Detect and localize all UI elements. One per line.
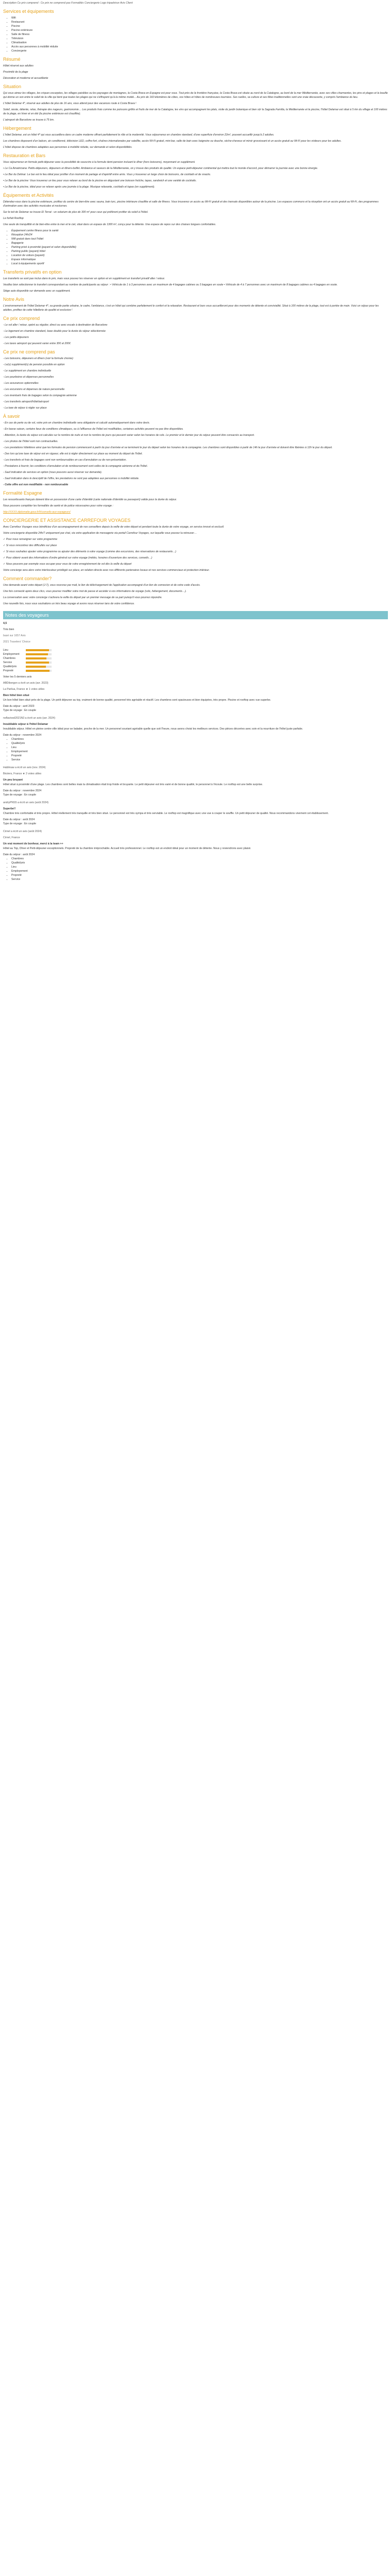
review-place: Cirnel, France <box>3 836 20 839</box>
commande-text: La conversation avec votre concierge s'activera la veille du départ par un premier message de sa part puisqu'il vous pourrez répondre. <box>3 596 162 599</box>
reviews-votes[interactable]: Voter les 5 derniers avis <box>3 675 32 679</box>
conciergerie-text: ✓ Nous pouvons par exemple vous occuper pour vous de votre enregistrement de vol dès la veille du départ <box>3 563 132 566</box>
review-type: Type de voyage : En couple <box>3 793 37 796</box>
review-text: Chambre très confortable et très propre. Hôtel réellement très tranquille et très bien situé. Le personnel est très sympa et très serviable. Le rooftop est magnifique avec une vue à couper le souffle. Un petit déjeuner de qualité. Nous recommandons vivement cet établissement. <box>3 812 329 815</box>
rating-label: Chambres <box>3 657 15 660</box>
review-title: Un vrai moment de bonheur, merci à la team ++ <box>3 842 63 845</box>
service-item: • Conciergerie <box>11 49 388 53</box>
review-criterion: • Lieu <box>11 865 388 869</box>
review-text: Hôtel situé à proximité d'une plage. Les chambres sont belles mais la climatisation était trop froide et bruyante. Le petit déjeuner est très varié et de bonne qualité, le personnel à l'écoute. Le rooftop est une belle surprise. <box>3 783 263 786</box>
equipement-item: • Bagagerie <box>11 241 388 245</box>
conciergerie-text: Votre concierge sera alors votre interlocuteur privilégié sur place, en relation directe avec nos différents partenaires locaux et nos services commerciaux et protection intérieur. <box>3 569 210 572</box>
transferts-title: Transferts privatifs en option <box>3 269 62 275</box>
savoir-text: - Prestations à fournir; les conditions d'annulation et de remboursement sont celles de la compagnie aérienne et de l'hôtel. <box>3 465 148 468</box>
review-place: La Parilua, France ★ 1 votes utiles <box>3 688 45 691</box>
rating-bar-fill <box>26 666 46 668</box>
review-date: Date du séjour : août 2024 <box>3 818 35 821</box>
review-title: Inoubliable séjour à l'hôtel Delamar <box>3 723 48 726</box>
conciergerie-text: Votre conciergerie disponible 24h/7 uniquement par chat, via votre application de messagerie via portail Carrefour Voyages, sur laquelle vous pouvez la retrouver… <box>3 532 197 535</box>
restauration-text: • Le Ca Amatriciana: Petits-déjeuners, déjeuners et dîners-buffet. Ambiance et saveurs de la Méditerranée, on y trouve des produits de qualité. Un espace petit-déjeuner continental qui mettra tout le monde d'accord, pour démarrer la journée avec une bonne énergie. <box>3 167 318 170</box>
rating-label: Propreté <box>3 669 13 672</box>
hebergement-title: Hébergement <box>3 126 31 131</box>
services-list <box>3 16 388 53</box>
savoir-title: À savoir <box>3 414 20 419</box>
rating-bar <box>26 670 52 672</box>
prix-non-line: - Les assurances optionnelles <box>3 382 39 385</box>
resume-line: Proximité de la plage <box>3 71 28 74</box>
prix-non-title: Ce prix ne comprend pas <box>3 349 55 354</box>
situation-text: Soleil, sieste, détente, relax, thérapie des nageurs, gastronomie… Les produits frais comme les poissons grillés et fruits de mer de la Catalogne, les vins qui accompagnent les plats, visite du jardin botanique et bien sûr la Sagrada Família, la Méditerranée et la piscine, l'hôtel Delamar est situé à 5 km du village et 100 mètres de la plage, en hiver et en été (la piscine extérieure est chauffée). <box>3 108 387 115</box>
conciergerie-title: CONCIERGERIE ET ASSISTANCE CARREFOUR VOYAGES <box>3 518 131 523</box>
tripadvisor-badge: 2021 Travelers' Choice <box>3 640 30 643</box>
equipement-item: • Wifi gratuit dans tout l'hôtel <box>11 237 388 241</box>
review-criterion: • Service <box>11 877 388 882</box>
review-criterion: • Propreté <box>11 873 388 877</box>
savoir-text: - Les photos de l'hôtel sont non contractuelles. <box>3 440 58 443</box>
review-list <box>3 681 388 882</box>
service-item: • Restaurant <box>11 20 388 24</box>
equipement-item: • Réception 24h/24 <box>11 233 388 237</box>
rating-bar <box>26 649 52 651</box>
equipement-item: • Location de voiture (payant) <box>11 253 388 258</box>
reviews-breakdown <box>3 648 388 673</box>
review-author: Cirnel a écrit un avis (août 2024) <box>3 830 42 833</box>
restauration-text: Vous séjournerez en formule petit-déjeuner avec la possibilité de souscrire à la formule demi-pension incluant le dîner (hors boissons), moyennant un supplément. <box>3 161 196 164</box>
review-criterion: • Qualité/prix <box>11 741 388 745</box>
commande-text: Une nouvelle fois, nous vous souhaitons un très beau voyage et avons nous réserver tans de votre confidence. <box>3 602 135 605</box>
service-item: • Télévision <box>11 37 388 41</box>
rating-row <box>3 648 388 652</box>
review-date: Date du séjour : novembre 2024 <box>3 734 42 737</box>
equipements-text: Le forfait Rooftop <box>3 217 24 220</box>
transferts-text: Les transferts se sont pas inclus dans le prix, mais vous pouvez les réserver en option et en supplément en transfert privatif aller / retour. <box>3 277 165 280</box>
service-item: • Wifi <box>11 16 388 20</box>
equipement-item: • Parking privé à proximité (payant et selon disponibilité) <box>11 245 388 249</box>
prix-non-line: - Les pourboires et dépenses personnelles <box>3 376 54 379</box>
conciergerie-check: ✓ Si vous rencontrez des difficultés sur place <box>3 544 57 547</box>
reviews-summary <box>3 621 388 679</box>
services-title: Services et équipements <box>3 9 54 14</box>
resume-title: Résumé <box>3 57 21 62</box>
situation-title: Situation <box>3 84 22 89</box>
savoir-text: - Attention, la durée du séjour est calculée sur le nombre de nuits et non le nombre de jours qui peuvent varier selon les horaires de vols. Le premier et le dernier jour du séjour peuvent être consacrés au transport. <box>3 434 255 437</box>
prix-comprend-line: - Le vol aller / retour, opéré au régulier, direct ou avec escale à destination de Barcelone <box>3 324 108 327</box>
prix-non-line: - Les boissons, déjeuners et dîners (voir la formule choisie) <box>3 357 73 360</box>
equipements-text: Détendez-vous dans la piscine extérieure, profitez du centre de bien-être avec sauna, bain turc, piscine intérieure chauffée et salle de fitness. Vous trouverez un accès au Wi-Fi gratuit et des transats disponibles autour de la piscine. Les espaces communs et la réception ont un accès gratuit au Wi-Fi, des programmes d'animation avec des activités musicales et nocturnes. <box>3 200 379 208</box>
review-title: Bien hôtel bien situé <box>3 694 29 697</box>
situation-text: L'hôtel Delamar 4*, réservé aux adultes de plus de 16 ans, vous attend pour des vacances route à Costa Brava ! <box>3 102 137 105</box>
review-author: andryPNS5 a écrit un avis (août 2024) <box>3 801 48 804</box>
review-text: Hôtel au Top, Dîner et Petit-déjeuner exceptionnels. Propreté de la chambre irréprochable. Accueil très professionnel. Le rooftop est un endroit idéal pour un moment de détente. Nous y reviendrons avec plaisir. <box>3 847 251 850</box>
rating-label: Lieu <box>3 649 8 652</box>
review-title: Un peu bruyant <box>3 778 23 782</box>
equipements-title: Équipements et Activités <box>3 193 54 198</box>
rating-bar-fill <box>26 670 50 672</box>
equipements-list <box>3 229 388 266</box>
equipement-item: • Espace informatique <box>11 258 388 262</box>
conciergerie-check: ✓ Si vous souhaitez ajouter votre programme ou ajouter des éléments à votre voyage (comme des excursions, des réservations de restaurants…) <box>3 550 176 553</box>
savoir-text: - Les transferts et frais de bagages sont non remboursables en cas d'annulation ou de non-présentation. <box>3 459 127 462</box>
service-item: • Climatisation <box>11 41 388 45</box>
review-author: ABDibergon a écrit un avis (avr. 2023) <box>3 682 48 685</box>
prix-comprend-line: - Les petits-déjeuners <box>3 336 29 339</box>
reviews-score-label: Très bien <box>3 628 14 631</box>
rating-label: Qualité/prix <box>3 665 17 668</box>
avis-title: Notre Avis <box>3 297 24 302</box>
review-criterion: • Employement <box>11 869 388 873</box>
review-criterion: • Qualité/prix <box>11 861 388 865</box>
avis-text: L'environnement de l'hôtel Delamar 4*, sa grande partie urbaine, le cadre, l'ambiance, c'est un hôtel qui combine parfaitement le confort et la relaxation. Restaurant et bars vous accueilleront pour des moments de détente et convivialité. Situé à 100 mètres de la plage, tout est à portée de main. Voici un séjour pour les adultes, profitez de cette hôtellerie de qualité et exclusive ! <box>3 304 379 312</box>
equipement-item: • Parking public (payant) hôtel <box>11 249 388 253</box>
rating-bar <box>26 666 52 668</box>
savoir-text: - En cas de perte ou de vol, votre prix en chambre individuelle sera obligatoire et calculé automatiquement dans votre devis. <box>3 421 150 425</box>
review-type: Type de voyage : En couple <box>3 709 37 712</box>
situation-text: L'aéroport de Barcelone se trouve à 75 km. <box>3 118 55 122</box>
restauration-text: • Le Bar du Delmar: Le bar est le lieu idéal pour profiter d'un moment de partage et d'apéritif entre amis. Vous y trouverez un large choix de boissons, de cocktails et de snacks. <box>3 173 211 176</box>
hebergement-text: L'hôtel dispose de chambres adaptées aux personnes à mobilité réduite, sur demande et selon disponibilités. <box>3 146 133 149</box>
rating-row <box>3 656 388 660</box>
review-criterion: • Propreté <box>11 754 388 758</box>
savoir-text: - Des lors qu'une taxe de séjour est en vigueur, elle est à régler directement sur place au moment du départ de l'hôtel. <box>3 452 143 455</box>
savoir-text: - En basse saison, certains lieux de conditions climatiques, ou à l'affluence de l'hôtel est modifiables, certaines activités peuvent ne pas être disponibles. <box>3 428 184 431</box>
review-place: Béziers, France ★ 2 votes utiles <box>3 772 42 775</box>
review-author: nsflavioxd2021N3 a écrit un avis (avr. 2024) <box>3 717 55 720</box>
commande-title: Comment commander? <box>3 576 52 581</box>
review-text: Un bon hôtel bien situé près de la plage. Un petit déjeuner au top, vraiment de bonne qualité, personnel très agréable et réactif. Les chambres sont spacieuses et bien équipées, très propre. Piscine et rooftop avec vue superbe. <box>3 699 271 702</box>
review-title: Superbe!! <box>3 807 16 810</box>
equipement-item: • Local à équipements sportif <box>11 262 388 266</box>
equipement-item: • Équipement centre fitness pour la santé <box>11 229 388 233</box>
service-item: • Piscine extérieure <box>11 28 388 32</box>
rating-bar <box>26 662 52 664</box>
review-item <box>3 801 388 826</box>
equipements-text: Une seule de tranquillité et de bien-être entre la mer et le ciel, situé dans un espace de 1300 m², conçu pour la détente. Une espace de repos sur des chaises longues confortables. <box>3 223 216 226</box>
top-description: Description Ce prix comprend : Ce prix ne comprend pas Formalités Conciergerie Logo tripadvisor Avis Client <box>3 2 133 5</box>
transferts-text: Siège auto disponible sur demande avec un supplément. <box>3 290 71 293</box>
review-criterion: • Chambres <box>11 737 388 741</box>
review-date: Date du séjour : novembre 2024 <box>3 789 42 792</box>
formalites-link[interactable]: http://XXXX.diplomatie.gouv.fr/fr/conseils-aux-voyageurs/ <box>3 511 71 514</box>
review-criterion: • Service <box>11 758 388 762</box>
savoir-text: - Les prestations hôtelières ainsi que les formules de pension commencent à partir du jour d'arrivée et se terminent le jour du départ selon les horaires de la compagnie. Les chambres sont disponibles à partir de 14h le jour d'arrivée et doivent être libérées à 12h le jour du départ. <box>3 446 333 449</box>
equipements-text: Sur le toit de Delamar se trouve El Terrat : un solarium de plus de 300 m² pour ceux qui préfèrent profiter du soleil à l'hôtel. <box>3 211 149 214</box>
restauration-title: Restauration et Bars <box>3 153 46 158</box>
hebergement-text: L'hôtel Delamar, est un hôtel 4* qui vous accueillera dans un cadre moderne offrant parfaitement le rôle et la modernité. Vous séjournerez en chambre standard, d'une superficie d'environ 22m², pouvant accueillir jusqu'à 2 adultes. <box>3 133 274 137</box>
review-item <box>3 716 388 762</box>
prix-comprend-line: - Le logement en chambre standard, base double pour la durée du séjour sélectionnée <box>3 330 106 333</box>
review-type: Type de voyage : En couple <box>3 822 37 825</box>
page <box>0 0 391 882</box>
review-criteria-list <box>3 857 388 882</box>
rating-bar <box>26 657 52 659</box>
review-item <box>3 766 388 797</box>
commande-text: Une fois connecté après deux clics, vous pourrez modifier votre mot de passe et accéder à vos informations de voyage (vols, hébergement, documents…). <box>3 590 187 593</box>
rating-row <box>3 669 388 673</box>
service-item: • Salle de fitness <box>11 32 388 37</box>
rating-label: Employement <box>3 653 20 656</box>
review-item <box>3 829 388 882</box>
situation-text: Qui vous aimez les villages, les criques escarpées, les villages paisibles ou les paysages de montagnes, la Costa Brava en Espagne est pour vous. Tout près de la frontière française, la Costa Brava est située au nord de la Catalogne, au bord de la mer Méditerranée, avec ses villes charmantes, les pins et plages et la bouille qui donne un son entre le soleil de la ville qui tient que toutes les plages qui ne s'effrayent qu'à la même moitié... Au prix de 160 kilomètres de côtes, vos hôtes et hôtes de nombreuses tournées. Ses ruelles, sa culture et ses fêtes traditionnelles sont une vraie découverte, y compris l'ambiance du lieu. <box>3 92 388 99</box>
formalites-title: Formalité Espagne <box>3 490 42 496</box>
rating-bar-fill <box>26 657 46 659</box>
savoir-text: - Sauf indication de services en option (nous pouvons aussi réserver sur demande). <box>3 471 103 474</box>
commande-text: Une demande avant votre départ (J-7), vous recevrez par mail, le lien de téléchargement de l'application accompagné d'un lien de connexion et de votre code d'accès. <box>3 584 201 587</box>
service-item: • Accès aux personnes à mobilité réduite <box>11 45 388 49</box>
rating-row <box>3 660 388 665</box>
resume-line: Hôtel réservé aux adultes <box>3 64 34 67</box>
savoir-text: - Sauf indication dans le descriptif de l'offre, les prestations ne sont pas adaptées aux personnes à mobilité réduite. <box>3 477 139 480</box>
prix-non-line: - Les excursions et dépenses de nature personnelle <box>3 388 65 391</box>
rating-bar-fill <box>26 662 49 664</box>
review-text: Inoubliable séjour. Hôtel en pleine centre ville idéal pour se balader, proche de la mer. Un personnel souriant agréable quelle que soit l'heure, nous avons choisi les meilleurs services. Des pièces décorées avec soin et la nourriture de l'hôtel juste parfaite. <box>3 727 303 731</box>
reviews-based: basé sur 1657 Avis <box>3 634 26 637</box>
hebergement-text: Les chambres disposent d'un balcon, air conditionné, télévision LED, coffre-fort, chaînes internationales par satellite, accès Wi-Fi gratuit, mini-bar, salle de bain avec baignoire ou douche, sèche-cheveux et miroir grossissant et un accès gratuit au Wi-Fi pour les visiteurs pour les adultes. <box>3 140 342 143</box>
transferts-text: Veuillez bien sélectionner le transfert correspondant au nombre de participants au séjour : • Véhicule de 1 à 3 personnes avec un maximum de 4 bagages cabines ou 3 bagages en soute • Véhicule de 4 à 7 personnes avec un maximum de 8 bagages cabines ou 4 bagages en soute. <box>3 283 338 286</box>
conciergerie-check: ✓ Pour obtenir avant des informations d'ordre général sur votre voyage (météo, horaires d'ouverture des services, conseils…) <box>3 556 152 560</box>
review-criterion: • Employement <box>11 750 388 754</box>
rating-row <box>3 652 388 656</box>
restauration-text: • Le Bar de la piscine, idéal pour se relaxer après une journée à la plage. Musique relaxante, cocktails et tapas (en supplément). <box>3 185 155 189</box>
rating-bar-fill <box>26 653 48 655</box>
review-item <box>3 681 388 713</box>
service-item: • Piscine <box>11 24 388 28</box>
conciergerie-check: ✓ Pour nous renseigner sur votre programme <box>3 538 57 541</box>
rating-bar-fill <box>26 649 49 651</box>
savoir-text: - Cette offre est non modifiable - non remboursable <box>3 483 69 486</box>
resume-line: Décoration et moderne et accueillante <box>3 77 48 80</box>
reviews-header: Notes des voyageurs <box>3 611 388 619</box>
prix-non-line: - Le(s) supplément(s) de pension possible en option <box>3 363 65 366</box>
review-criterion: • Lieu <box>11 745 388 750</box>
formalites-text: Les ressortissants français doivent être en possession d'une carte d'identité (carte nationale d'identité ou passeport) valide pour la durée du séjour. <box>3 498 177 501</box>
review-author: Hablmaw a écrit un avis (nov. 2024) <box>3 766 46 769</box>
prix-comprend-title: Ce prix comprend <box>3 316 40 321</box>
rating-label: Service <box>3 661 12 664</box>
prix-non-line: - Les éventuels frais de bagages selon la compagnie aérienne <box>3 394 77 397</box>
rating-bar <box>26 653 52 655</box>
review-criterion: • Chambres <box>11 857 388 861</box>
review-date: Date du séjour : août 2024 <box>3 853 35 856</box>
prix-non-line: - Le supplément en chambre individuelle <box>3 369 52 372</box>
restauration-text: • Le Bar de la piscine: Vous trouverez un lieu pour vous relaxer au bord de la piscine en dégustant une boisson fraîche, tapas, sandwich et une variété de cocktails. <box>3 179 197 182</box>
reviews-score: 4,5 <box>3 622 7 625</box>
review-date: Date du séjour : avril 2023 <box>3 705 35 708</box>
prix-non-line: - Les transferts aéroport/hôtel/aéroport <box>3 400 49 403</box>
formalites-text: Nous pouvons compléter les formalités de santé et de police nécessaires pour votre voyage : <box>3 504 113 507</box>
conciergerie-text: Avec Carrefour Voyages vous bénéficiez d'un accompagnement de nos conseillers depuis la veille de votre départ et pendant toute la durée de votre voyage, en service innové et exclusif. <box>3 526 224 529</box>
review-criteria-list <box>3 737 388 762</box>
prix-comprend-line: - Les taxes aéroport qui peuvent varier entre 30€ et 200€ <box>3 342 71 345</box>
rating-row <box>3 665 388 669</box>
prix-non-line: - La taxe de séjour à régler sur place <box>3 406 47 410</box>
